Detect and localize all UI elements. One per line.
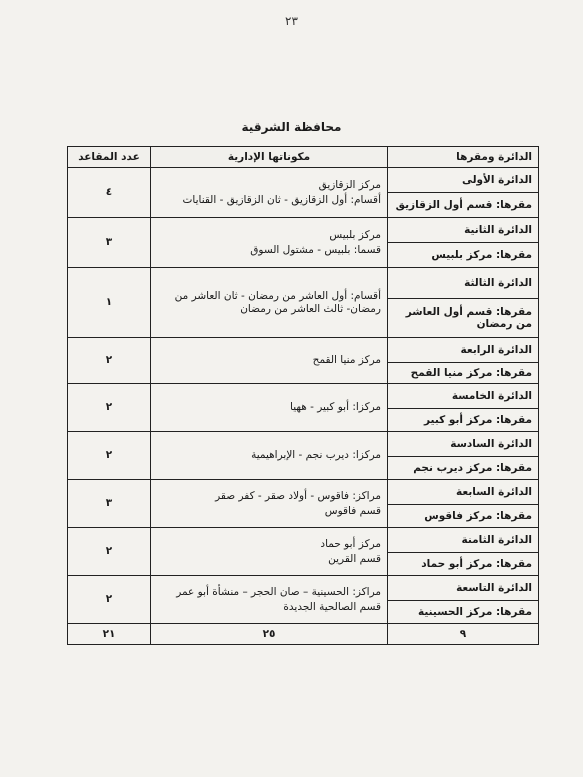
district-row [68, 218, 539, 243]
district-hq: مقرها: مركز أبو كبير [388, 409, 539, 432]
district-row [68, 384, 539, 409]
page-number: ٢٣ [285, 14, 298, 28]
component-line: مركز منيا القمح [312, 354, 381, 367]
district-hq: مقرها: مركز فاقوس [388, 505, 539, 528]
district-hq: مقرها: مركز الحسينية [388, 601, 539, 624]
district-row [68, 528, 539, 553]
table-body [68, 168, 539, 624]
district-row [68, 338, 539, 363]
district-name: الدائرة الأولى [388, 168, 539, 193]
district-components [151, 576, 388, 624]
district-name: الدائرة الرابعة [388, 338, 539, 363]
district-seats: ١ [68, 268, 151, 338]
district-row [68, 168, 539, 193]
district-seats: ٣ [68, 480, 151, 528]
header-district: الدائرة ومقرها [388, 147, 539, 168]
component-line: مركزا: ديرب نجم - الإبراهيمية [251, 449, 381, 462]
district-row [68, 576, 539, 601]
page-title: محافظة الشرقية [241, 120, 342, 134]
district-row [68, 268, 539, 299]
component-line: مركزا: أبو كبير - ههيا [290, 401, 381, 414]
district-seats: ٤ [68, 168, 151, 218]
district-seats: ٣ [68, 218, 151, 268]
header-components: مكوناتها الإدارية [151, 147, 388, 168]
district-hq: مقرها: قسم أول العاشر من رمضان [388, 299, 539, 338]
district-components [151, 338, 388, 384]
total-components: ٢٥ [151, 624, 388, 645]
component-line: مركز أبو حماد [320, 537, 381, 550]
district-seats: ٢ [68, 384, 151, 432]
header-seats: عدد المقاعد [68, 147, 151, 168]
district-seats: ٢ [68, 338, 151, 384]
district-hq: مقرها: مركز منيا القمح [388, 363, 539, 384]
district-components [151, 432, 388, 480]
district-components [151, 528, 388, 576]
totals-row [68, 624, 539, 645]
component-line: قسم القرين [328, 553, 381, 565]
district-name: الدائرة السادسة [388, 432, 539, 457]
component-line: قسم الصالحية الجديدة [283, 601, 381, 613]
component-line: مراكز: الحسينية – صان الحجر – منشأة أبو عمر [176, 585, 381, 598]
component-line: أقسام: أول العاشر من رمضان - ثان العاشر من رمضان- ثالث العاشر من رمضان [174, 290, 381, 315]
district-name: الدائرة الثامنة [388, 528, 539, 553]
district-seats: ٢ [68, 576, 151, 624]
district-components [151, 168, 388, 218]
district-seats: ٢ [68, 528, 151, 576]
district-components [151, 268, 388, 338]
table-header-row [68, 147, 539, 168]
district-components [151, 384, 388, 432]
total-districts: ٩ [388, 624, 539, 645]
district-components [151, 480, 388, 528]
component-line: أقسام: أول الزقازيق - ثان الزقازيق - القنايات [182, 194, 381, 206]
district-hq: مقرها: مركز ديرب نجم [388, 457, 539, 480]
component-line: مركز بلبيس [329, 228, 381, 241]
district-row [68, 432, 539, 457]
component-line: قسم فاقوس [324, 505, 381, 517]
district-name: الدائرة الثانية [388, 218, 539, 243]
district-name: الدائرة الثالثة [388, 268, 539, 299]
district-name: الدائرة الخامسة [388, 384, 539, 409]
district-name: الدائرة التاسعة [388, 576, 539, 601]
district-seats: ٢ [68, 432, 151, 480]
total-seats: ٢١ [68, 624, 151, 645]
component-line: قسما: بلبيس - مشتول السوق [250, 244, 381, 256]
component-line: مراكز: فاقوس - أولاد صقر - كفر صقر [215, 489, 381, 502]
districts-table [67, 146, 539, 645]
district-hq: مقرها: قسم أول الزقازيق [388, 193, 539, 218]
district-components [151, 218, 388, 268]
district-hq: مقرها: مركز بلبيس [388, 243, 539, 268]
district-row [68, 480, 539, 505]
component-line: مركز الزقازيق [318, 178, 381, 191]
district-name: الدائرة السابعة [388, 480, 539, 505]
district-hq: مقرها: مركز أبو حماد [388, 553, 539, 576]
